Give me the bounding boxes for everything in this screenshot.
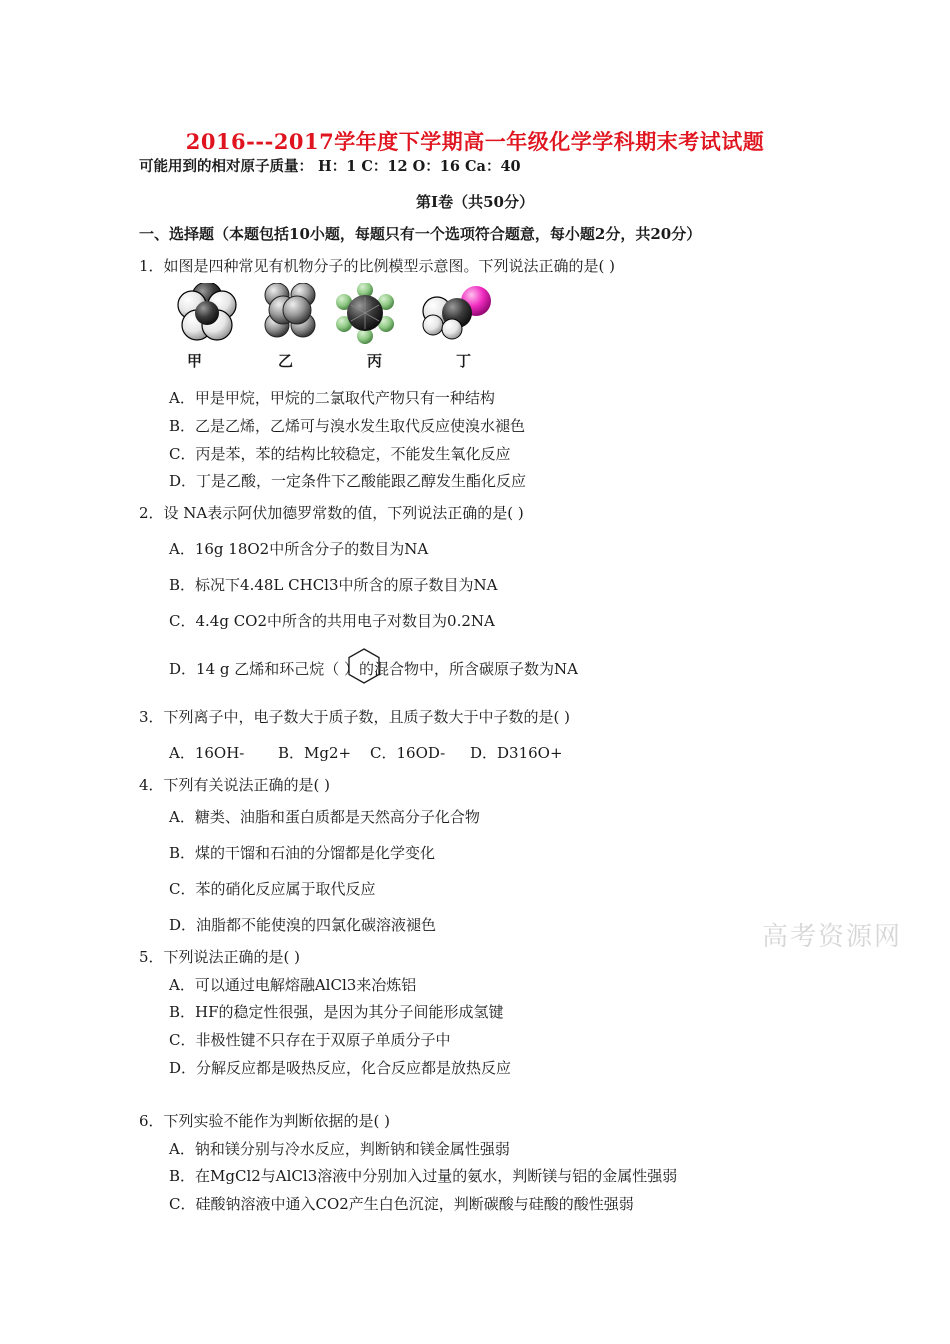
q1-stem: 1．如图是四种常见有机物分子的比例模型示意图。下列说法正确的是( ) <box>139 257 616 275</box>
q4-option-d: D．油脂都不能使溴的四氯化碳溶液褪色 <box>169 916 437 934</box>
q3-option-c: C．16OD- <box>370 744 446 762</box>
q2-stem: 2．设 NA表示阿伏加德罗常数的值，下列说法正确的是( ) <box>139 504 524 522</box>
q6-option-c: C．硅酸钠溶液中通入CO2产生白色沉淀，判断碳酸与硅酸的酸性强弱 <box>169 1195 634 1213</box>
q3-option-a: A．16OH- <box>169 744 245 762</box>
benzene-model <box>336 283 394 344</box>
section-heading: 一、选择题（本题包括10小题，每题只有一个选项符合题意，每小题2分，共20分） <box>139 225 702 243</box>
q2-option-c: C．4.4g CO2中所含的共用电子对数目为0.2NA <box>169 612 495 630</box>
label-yi: 乙 <box>278 352 294 370</box>
q5-option-c: C．非极性键不只存在于双原子单质分子中 <box>169 1031 451 1049</box>
atomic-mass-line: 可能用到的相对原子质量： H：1 C：12 O：16 Ca：40 <box>139 158 521 175</box>
q6-stem: 6．下列实验不能作为判断依据的是( ) <box>139 1112 391 1130</box>
q4-option-b: B．煤的干馏和石油的分馏都是化学变化 <box>169 844 436 862</box>
q5-option-b: B．HF的稳定性很强，是因为其分子间能形成氢键 <box>169 1003 504 1021</box>
label-ding: 丁 <box>456 352 472 370</box>
ethylene-model <box>265 283 315 337</box>
q5-option-a: A．可以通过电解熔融AlCl3来冶炼铝 <box>169 976 417 994</box>
q4-stem: 4．下列有关说法正确的是( ) <box>139 776 331 794</box>
q3-option-b: B．Mg2+ <box>278 744 352 762</box>
q2-option-b: B．标况下4.48L CHCl3中所含的原子数目为NA <box>169 576 498 594</box>
q1-option-d: D．丁是乙酸，一定条件下乙酸能跟乙醇发生酯化反应 <box>169 472 527 490</box>
exam-title: 2016---2017学年度下学期高一年级化学学科期末考试试题 <box>185 129 765 154</box>
q6-option-a: A．钠和镁分别与冷水反应，判断钠和镁金属性强弱 <box>169 1140 510 1158</box>
cyclohexane-icon <box>344 646 384 686</box>
q1-option-a: A．甲是甲烷，甲烷的二氯取代产物只有一种结构 <box>169 389 495 407</box>
model-figures <box>165 283 505 345</box>
q5-option-d: D．分解反应都是吸热反应，化合反应都是放热反应 <box>169 1059 512 1077</box>
label-bing: 丙 <box>367 352 383 370</box>
q3-stem: 3．下列离子中，电子数大于质子数，且质子数大于中子数的是( ) <box>139 708 571 726</box>
q2-option-a: A．16g 18O2中所含分子的数目为NA <box>169 540 429 558</box>
acetic-acid-model <box>423 286 491 339</box>
q6-option-b: B．在MgCl2与AlCl3溶液中分别加入过量的氨水，判断镁与铝的金属性强弱 <box>169 1167 678 1185</box>
q3-option-d: D．D316O+ <box>470 744 563 762</box>
q1-option-c: C．丙是苯，苯的结构比较稳定，不能发生氧化反应 <box>169 445 511 463</box>
q1-option-b: B．乙是乙烯，乙烯可与溴水发生取代反应使溴水褪色 <box>169 417 526 435</box>
methane-model <box>178 283 236 340</box>
q2-option-d: D．14 g 乙烯和环己烷（ ）的混合物中，所含碳原子数为NA <box>169 660 578 678</box>
watermark: 高考资源网 <box>761 922 902 952</box>
label-jia: 甲 <box>187 352 203 370</box>
volume-heading: 第Ⅰ卷（共50分） <box>416 193 534 211</box>
q5-stem: 5．下列说法正确的是( ) <box>139 948 301 966</box>
q4-option-a: A．糖类、油脂和蛋白质都是天然高分子化合物 <box>169 808 480 826</box>
q4-option-c: C．苯的硝化反应属于取代反应 <box>169 880 376 898</box>
